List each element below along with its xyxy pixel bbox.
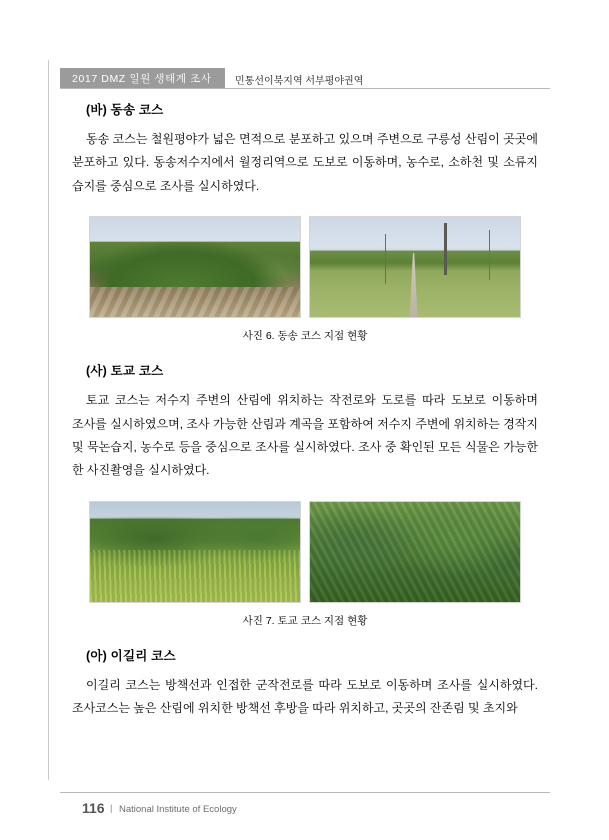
header-rule <box>60 88 550 89</box>
section-heading-togyo: (사) 토교 코스 <box>86 364 164 379</box>
figure-7 <box>72 501 538 628</box>
section-paragraph-togyo: 토교 코스는 저수지 주변의 산림에 위치하는 작전로와 도로를 따라 도보로 이동하며 조사를 실시하였으며, 조사 가능한 산림과 계곡을 포함하여 저수지 주변에 위치하는 경작지 및 묵논습지, 농수로 등을 중심으로 조사를 실시하였다. 조사 중 확인된 모든 식물은 가능한 한 사진촬영을 실시하였다. <box>72 393 538 478</box>
section-heading-dongsong: (바) 동송 코스 <box>86 103 164 117</box>
photo-togyo-forest <box>309 501 521 603</box>
section-paragraph-igilri: 이길리 코스는 방책선과 인접한 군작전로를 따라 도보로 이동하며 조사를 실시하였다. 조사코스는 높은 산림에 위치한 방책선 후방을 따라 위치하고, 곳곳의 잔존림 및 초지와 <box>72 677 538 716</box>
section-heading-igilri: (아) 이길리 코스 <box>86 648 176 663</box>
page-number: 116 <box>82 800 105 816</box>
figure-7-caption: 사진 7. 토교 코스 지점 현황 <box>242 614 368 627</box>
header-band-title: 2017 DMZ 일원 생태계 조사 <box>72 73 212 85</box>
page-content <box>72 100 538 721</box>
photo-togyo-wetland <box>89 501 301 603</box>
footer-institute: National Institute of Ecology <box>119 804 237 815</box>
header-subtitle: 민통선이북지역 서부평야권역 <box>235 75 364 87</box>
photo-dongsong-hill <box>89 216 301 318</box>
footer-rule <box>60 792 550 793</box>
photo-dongsong-road <box>309 216 521 318</box>
figure-6 <box>72 216 538 343</box>
figure-6-caption: 사진 6. 동송 코스 지점 현황 <box>242 330 368 343</box>
page-header <box>60 68 550 88</box>
footer-separator: | <box>110 803 113 814</box>
section-paragraph-dongsong: 동송 코스는 철원평야가 넓은 면적으로 분포하고 있으며 주변으로 구릉성 산림이 곳곳에 분포하고 있다. 동송저수지에서 월정리역으로 도보로 이동하며, 농수로, 소하천 및 소류지 습지를 중심으로 조사를 실시하였다. <box>72 132 538 193</box>
figure-7-images <box>72 501 538 603</box>
left-margin-rule <box>48 60 49 780</box>
figure-6-images <box>72 216 538 318</box>
